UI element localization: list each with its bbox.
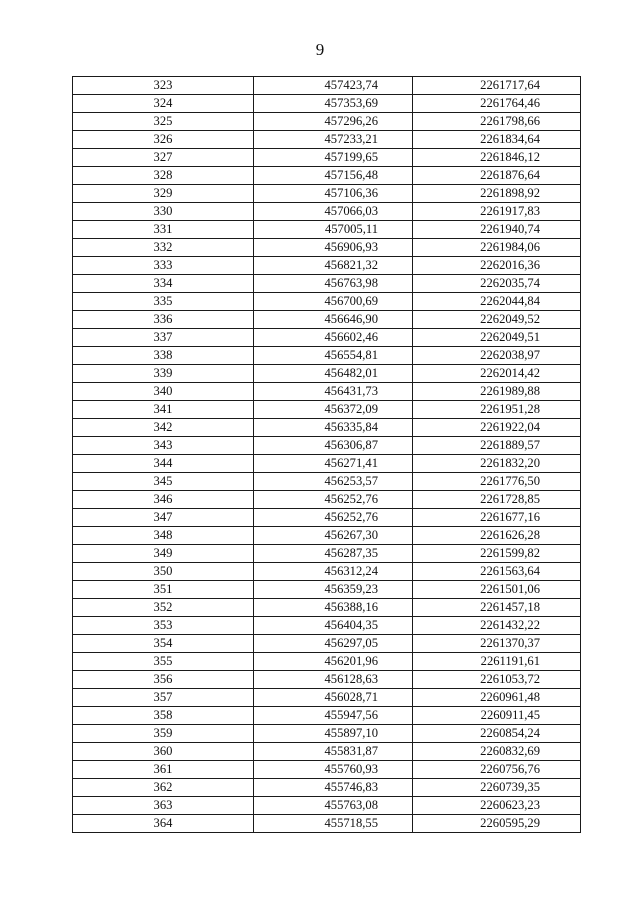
table-row [73, 275, 581, 293]
table-row [73, 221, 581, 239]
table-row [73, 401, 581, 419]
x-coordinate-cell: 455897,10 [254, 725, 413, 743]
point-number-cell: 350 [73, 563, 254, 581]
table-row [73, 149, 581, 167]
point-number-cell: 341 [73, 401, 254, 419]
table-row [73, 599, 581, 617]
y-coordinate-cell: 2261846,12 [413, 149, 581, 167]
x-coordinate-cell: 456253,57 [254, 473, 413, 491]
point-number-cell: 342 [73, 419, 254, 437]
point-number-cell: 348 [73, 527, 254, 545]
y-coordinate-cell: 2261191,61 [413, 653, 581, 671]
y-coordinate-cell: 2261951,28 [413, 401, 581, 419]
y-coordinate-cell: 2262035,74 [413, 275, 581, 293]
x-coordinate-cell: 455831,87 [254, 743, 413, 761]
point-number-cell: 327 [73, 149, 254, 167]
x-coordinate-cell: 457296,26 [254, 113, 413, 131]
x-coordinate-cell: 457353,69 [254, 95, 413, 113]
table-row [73, 95, 581, 113]
table-row [73, 707, 581, 725]
point-number-cell: 355 [73, 653, 254, 671]
x-coordinate-cell: 456404,35 [254, 617, 413, 635]
point-number-cell: 353 [73, 617, 254, 635]
x-coordinate-cell: 457066,03 [254, 203, 413, 221]
point-number-cell: 349 [73, 545, 254, 563]
y-coordinate-cell: 2261717,64 [413, 77, 581, 95]
table-row [73, 725, 581, 743]
y-coordinate-cell: 2261889,57 [413, 437, 581, 455]
table-row [73, 311, 581, 329]
table-row [73, 617, 581, 635]
table-row [73, 527, 581, 545]
x-coordinate-cell: 456554,81 [254, 347, 413, 365]
point-number-cell: 328 [73, 167, 254, 185]
x-coordinate-cell: 456372,09 [254, 401, 413, 419]
point-number-cell: 362 [73, 779, 254, 797]
y-coordinate-cell: 2261776,50 [413, 473, 581, 491]
y-coordinate-cell: 2261898,92 [413, 185, 581, 203]
table-row [73, 581, 581, 599]
table-row [73, 509, 581, 527]
x-coordinate-cell: 456335,84 [254, 419, 413, 437]
table-row [73, 365, 581, 383]
table-row [73, 743, 581, 761]
point-number-cell: 359 [73, 725, 254, 743]
point-number-cell: 358 [73, 707, 254, 725]
point-number-cell: 332 [73, 239, 254, 257]
point-number-cell: 337 [73, 329, 254, 347]
point-number-cell: 340 [73, 383, 254, 401]
point-number-cell: 344 [73, 455, 254, 473]
y-coordinate-cell: 2262044,84 [413, 293, 581, 311]
point-number-cell: 347 [73, 509, 254, 527]
table-row [73, 779, 581, 797]
x-coordinate-cell: 456388,16 [254, 599, 413, 617]
table-row [73, 437, 581, 455]
table-row [73, 419, 581, 437]
point-number-cell: 324 [73, 95, 254, 113]
table-row [73, 77, 581, 95]
table-row [73, 383, 581, 401]
y-coordinate-cell: 2261764,46 [413, 95, 581, 113]
y-coordinate-cell: 2262049,52 [413, 311, 581, 329]
point-number-cell: 333 [73, 257, 254, 275]
point-number-cell: 334 [73, 275, 254, 293]
table-row [73, 635, 581, 653]
table-row [73, 329, 581, 347]
table-row [73, 347, 581, 365]
point-number-cell: 343 [73, 437, 254, 455]
y-coordinate-cell: 2261834,64 [413, 131, 581, 149]
y-coordinate-cell: 2261832,20 [413, 455, 581, 473]
point-number-cell: 356 [73, 671, 254, 689]
x-coordinate-cell: 456602,46 [254, 329, 413, 347]
y-coordinate-cell: 2261677,16 [413, 509, 581, 527]
point-number-cell: 346 [73, 491, 254, 509]
x-coordinate-cell: 456287,35 [254, 545, 413, 563]
x-coordinate-cell: 457233,21 [254, 131, 413, 149]
point-number-cell: 335 [73, 293, 254, 311]
y-coordinate-cell: 2261563,64 [413, 563, 581, 581]
point-number-cell: 357 [73, 689, 254, 707]
x-coordinate-cell: 457423,74 [254, 77, 413, 95]
x-coordinate-cell: 456431,73 [254, 383, 413, 401]
x-coordinate-cell: 455763,08 [254, 797, 413, 815]
point-number-cell: 339 [73, 365, 254, 383]
y-coordinate-cell: 2262049,51 [413, 329, 581, 347]
table-row [73, 815, 581, 833]
y-coordinate-cell: 2261728,85 [413, 491, 581, 509]
x-coordinate-cell: 456128,63 [254, 671, 413, 689]
x-coordinate-cell: 456821,32 [254, 257, 413, 275]
y-coordinate-cell: 2261798,66 [413, 113, 581, 131]
x-coordinate-cell: 457156,48 [254, 167, 413, 185]
table-row [73, 563, 581, 581]
coordinates-table [72, 76, 581, 833]
point-number-cell: 360 [73, 743, 254, 761]
page-number: 9 [315, 40, 325, 59]
point-number-cell: 354 [73, 635, 254, 653]
x-coordinate-cell: 455760,93 [254, 761, 413, 779]
y-coordinate-cell: 2261457,18 [413, 599, 581, 617]
x-coordinate-cell: 456252,76 [254, 491, 413, 509]
table-row [73, 131, 581, 149]
x-coordinate-cell: 455947,56 [254, 707, 413, 725]
y-coordinate-cell: 2261917,83 [413, 203, 581, 221]
x-coordinate-cell: 456359,23 [254, 581, 413, 599]
point-number-cell: 364 [73, 815, 254, 833]
point-number-cell: 352 [73, 599, 254, 617]
y-coordinate-cell: 2261989,88 [413, 383, 581, 401]
x-coordinate-cell: 457005,11 [254, 221, 413, 239]
x-coordinate-cell: 456252,76 [254, 509, 413, 527]
x-coordinate-cell: 455718,55 [254, 815, 413, 833]
point-number-cell: 323 [73, 77, 254, 95]
point-number-cell: 361 [73, 761, 254, 779]
y-coordinate-cell: 2261053,72 [413, 671, 581, 689]
table-row [73, 185, 581, 203]
x-coordinate-cell: 456306,87 [254, 437, 413, 455]
y-coordinate-cell: 2260739,35 [413, 779, 581, 797]
point-number-cell: 336 [73, 311, 254, 329]
table-row [73, 455, 581, 473]
x-coordinate-cell: 456906,93 [254, 239, 413, 257]
x-coordinate-cell: 456312,24 [254, 563, 413, 581]
table-row [73, 167, 581, 185]
point-number-cell: 326 [73, 131, 254, 149]
table-row [73, 797, 581, 815]
x-coordinate-cell: 456201,96 [254, 653, 413, 671]
y-coordinate-cell: 2261501,06 [413, 581, 581, 599]
x-coordinate-cell: 456271,41 [254, 455, 413, 473]
table-row [73, 653, 581, 671]
y-coordinate-cell: 2260595,29 [413, 815, 581, 833]
x-coordinate-cell: 456482,01 [254, 365, 413, 383]
table-row [73, 473, 581, 491]
y-coordinate-cell: 2260911,45 [413, 707, 581, 725]
y-coordinate-cell: 2261922,04 [413, 419, 581, 437]
table-row [73, 491, 581, 509]
point-number-cell: 345 [73, 473, 254, 491]
y-coordinate-cell: 2260756,76 [413, 761, 581, 779]
x-coordinate-cell: 456763,98 [254, 275, 413, 293]
y-coordinate-cell: 2262016,36 [413, 257, 581, 275]
table-row [73, 761, 581, 779]
x-coordinate-cell: 457199,65 [254, 149, 413, 167]
x-coordinate-cell: 456646,90 [254, 311, 413, 329]
point-number-cell: 363 [73, 797, 254, 815]
point-number-cell: 351 [73, 581, 254, 599]
y-coordinate-cell: 2262014,42 [413, 365, 581, 383]
table-row [73, 203, 581, 221]
x-coordinate-cell: 456700,69 [254, 293, 413, 311]
y-coordinate-cell: 2261599,82 [413, 545, 581, 563]
point-number-cell: 331 [73, 221, 254, 239]
table-row [73, 545, 581, 563]
y-coordinate-cell: 2262038,97 [413, 347, 581, 365]
point-number-cell: 325 [73, 113, 254, 131]
table-row [73, 293, 581, 311]
y-coordinate-cell: 2261876,64 [413, 167, 581, 185]
coordinates-table-body [73, 77, 581, 833]
x-coordinate-cell: 456028,71 [254, 689, 413, 707]
point-number-cell: 338 [73, 347, 254, 365]
y-coordinate-cell: 2261370,37 [413, 635, 581, 653]
y-coordinate-cell: 2261626,28 [413, 527, 581, 545]
table-row [73, 113, 581, 131]
table-row [73, 257, 581, 275]
y-coordinate-cell: 2260854,24 [413, 725, 581, 743]
x-coordinate-cell: 457106,36 [254, 185, 413, 203]
y-coordinate-cell: 2261432,22 [413, 617, 581, 635]
y-coordinate-cell: 2261940,74 [413, 221, 581, 239]
y-coordinate-cell: 2260832,69 [413, 743, 581, 761]
point-number-cell: 329 [73, 185, 254, 203]
y-coordinate-cell: 2261984,06 [413, 239, 581, 257]
x-coordinate-cell: 456267,30 [254, 527, 413, 545]
y-coordinate-cell: 2260623,23 [413, 797, 581, 815]
table-row [73, 671, 581, 689]
table-row [73, 239, 581, 257]
x-coordinate-cell: 455746,83 [254, 779, 413, 797]
point-number-cell: 330 [73, 203, 254, 221]
table-row [73, 689, 581, 707]
y-coordinate-cell: 2260961,48 [413, 689, 581, 707]
x-coordinate-cell: 456297,05 [254, 635, 413, 653]
